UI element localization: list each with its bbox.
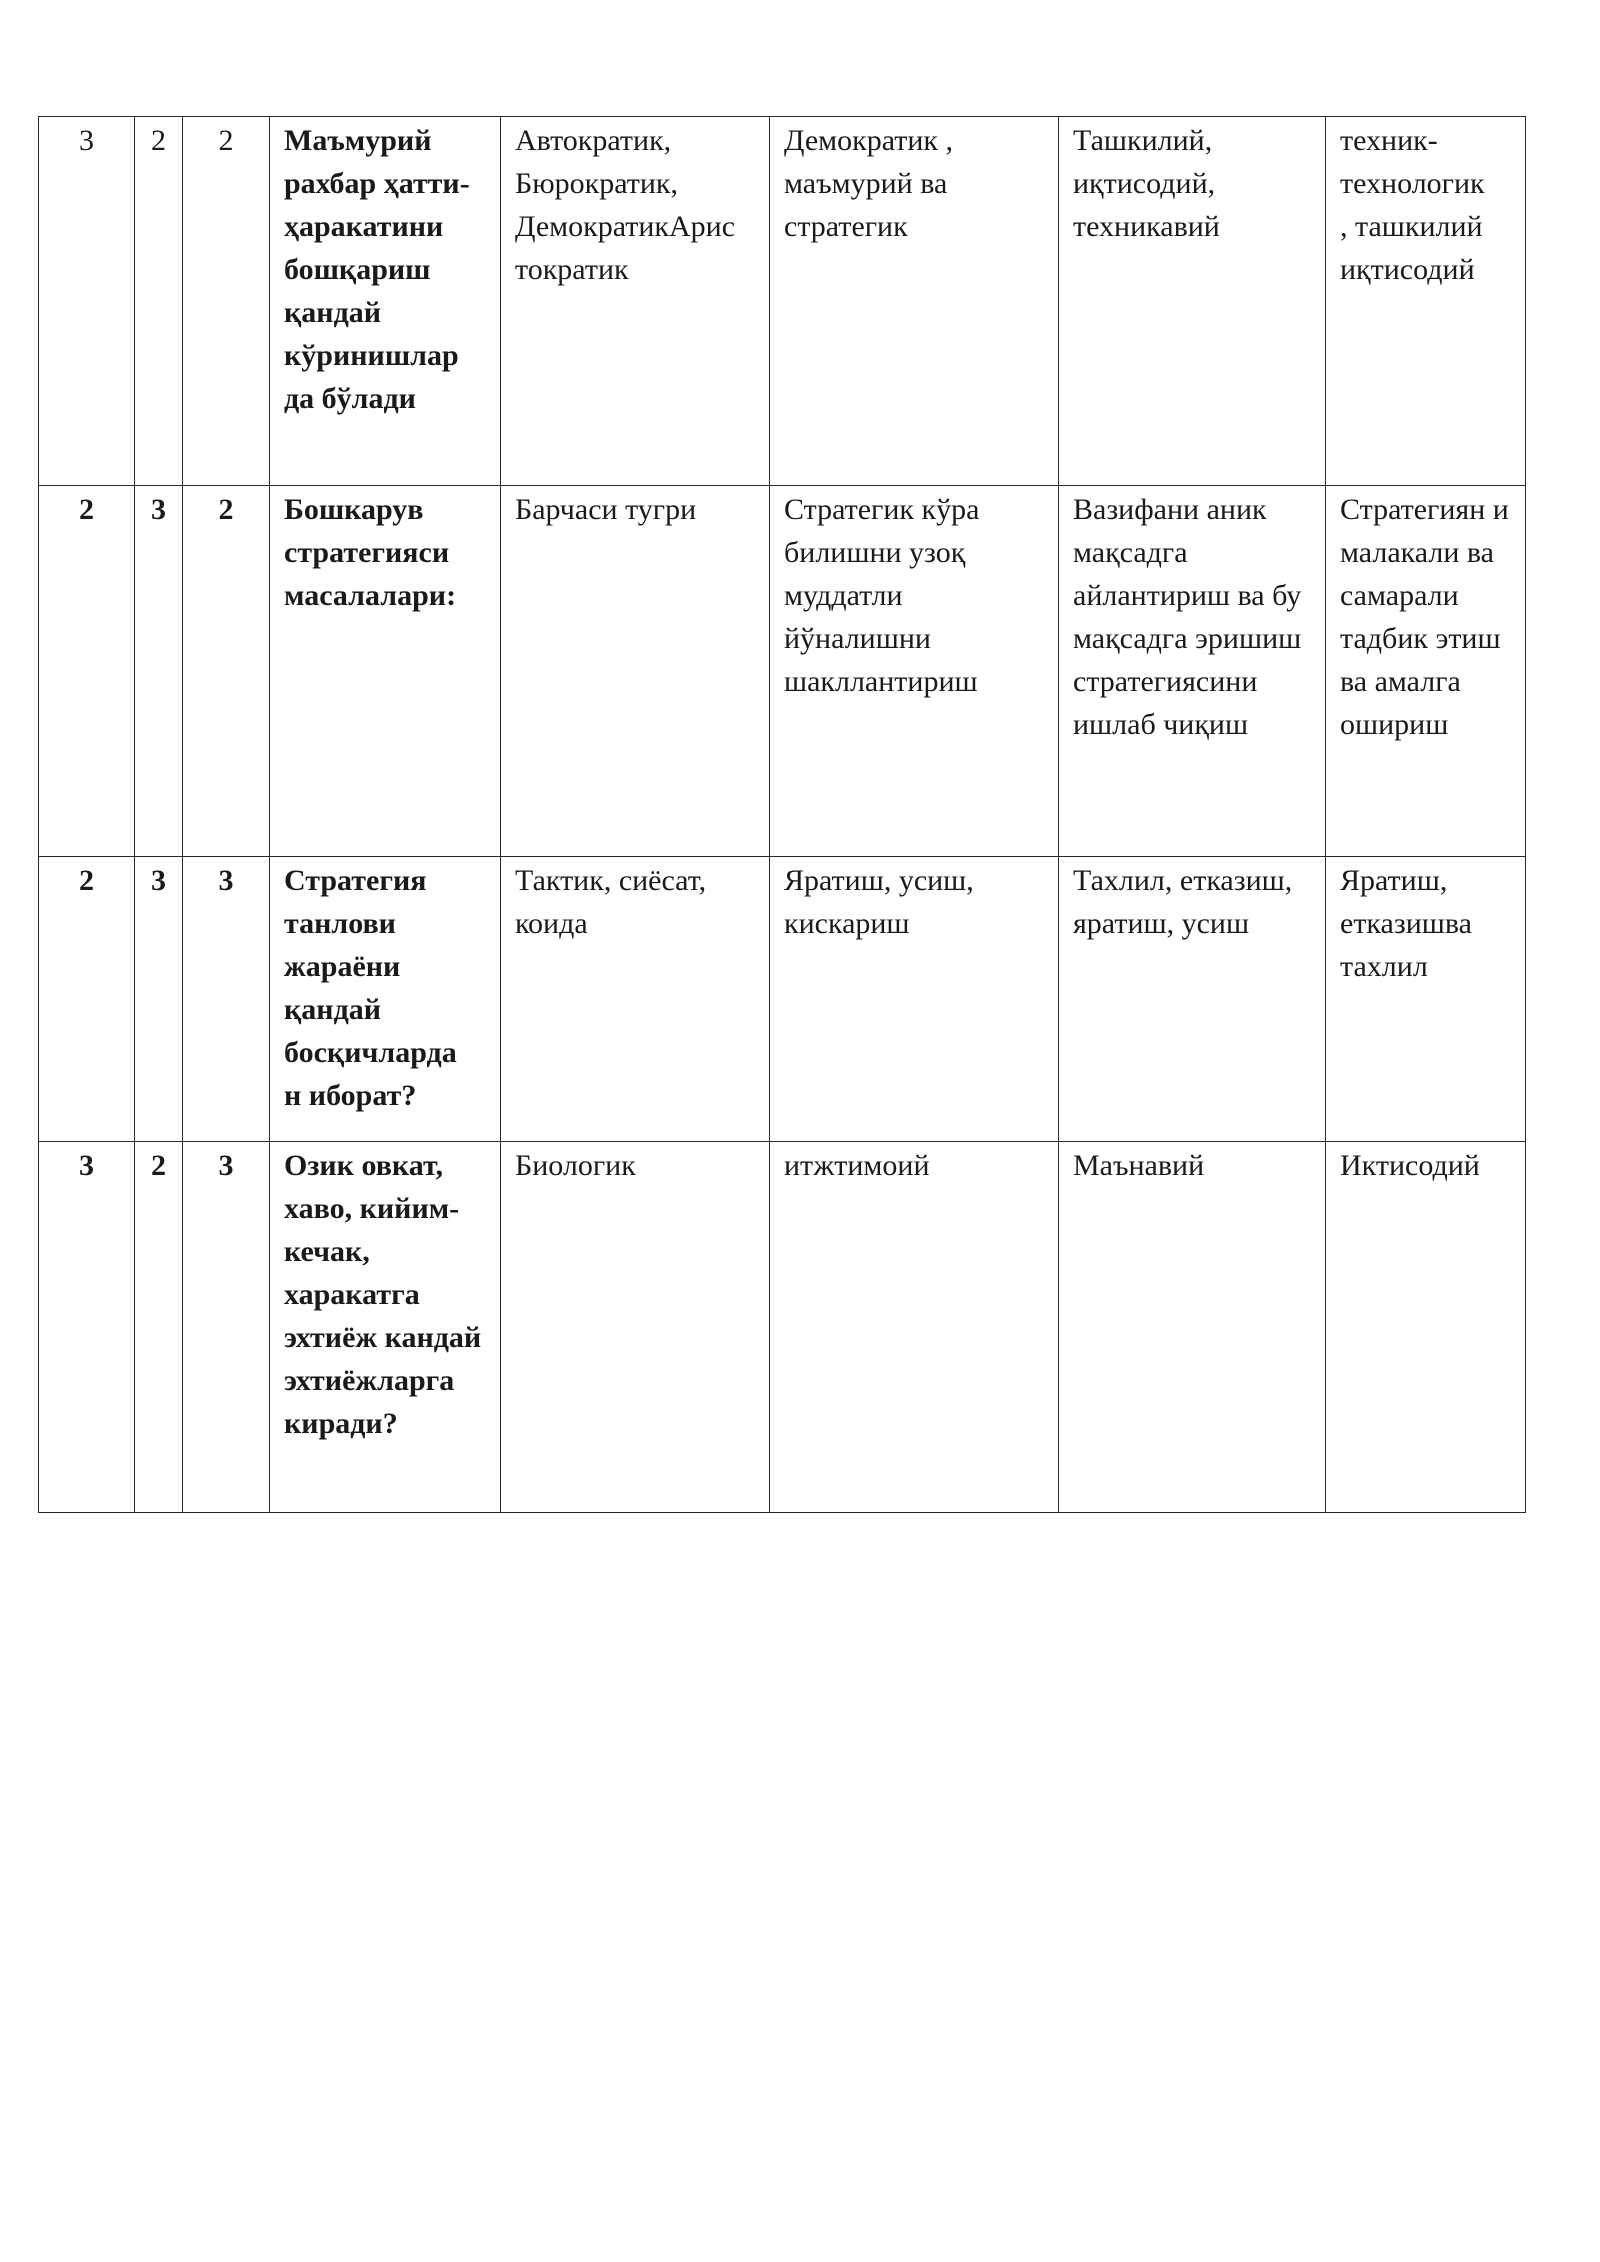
number-cell-1: 2 [39, 857, 135, 1142]
answer-cell-a [501, 486, 770, 857]
question-cell [270, 117, 501, 486]
answer-cell-d [1326, 117, 1526, 486]
question-cell [270, 1142, 501, 1513]
table-row [39, 117, 1526, 486]
number-cell-1: 3 [39, 117, 135, 486]
table-row [39, 486, 1526, 857]
number-cell-2: 3 [135, 486, 183, 857]
answer-text: Иктисодий [1340, 1149, 1480, 1182]
answer-cell-a [501, 117, 770, 486]
answer-text: техник-технологик , ташкилий иқтисодий [1340, 124, 1485, 286]
answer-cell-b [770, 117, 1059, 486]
answer-text: Тахлил, етказиш, яратиш, усиш [1073, 864, 1293, 940]
answer-text: Демократик , маъмурий ва стратегик [784, 124, 953, 243]
table-row [39, 1142, 1526, 1513]
answer-cell-c [1059, 486, 1326, 857]
number-cell-3: 3 [183, 857, 270, 1142]
answer-text: Стратегиян и малакали ва самарали тадбик этиш ва амалга ошириш [1340, 493, 1509, 741]
answer-cell-c [1059, 857, 1326, 1142]
answer-text: Ташкилий, иқтисодий, техникавий [1073, 124, 1220, 243]
answer-text: Яратиш, етказишва тахлил [1340, 864, 1472, 983]
table-row [39, 857, 1526, 1142]
answer-cell-c [1059, 1142, 1326, 1513]
answer-cell-d [1326, 857, 1526, 1142]
answer-text: итжтимоий [784, 1149, 930, 1182]
answer-cell-a [501, 1142, 770, 1513]
question-cell [270, 486, 501, 857]
number-cell-2: 2 [135, 117, 183, 486]
answer-cell-b [770, 857, 1059, 1142]
number-cell-2: 3 [135, 857, 183, 1142]
question-text: Озик овкат, хаво, кийим-кечак, харакатга эхтиёж кандай эхтиёжларга киради? [284, 1149, 482, 1440]
answer-text: Тактик, сиёсат, коида [515, 864, 707, 940]
question-text: Бошкарув стратегияси масалалари: [284, 493, 457, 612]
questions-table [38, 116, 1526, 1513]
number-cell-2: 2 [135, 1142, 183, 1513]
answer-cell-d [1326, 486, 1526, 857]
number-cell-3: 2 [183, 486, 270, 857]
answer-text: Барчаси тугри [515, 493, 697, 526]
answer-text: Биологик [515, 1149, 636, 1182]
answer-text: Вазифани аник мақсадга айлантириш ва бу мақсадга эришиш стратегиясини ишлаб чиқиш [1073, 493, 1302, 741]
answer-cell-c [1059, 117, 1326, 486]
question-text: Стратегия танлови жараёни қандай босқичларда н иборат? [284, 864, 457, 1112]
answer-cell-d [1326, 1142, 1526, 1513]
question-cell [270, 857, 501, 1142]
answer-cell-b [770, 1142, 1059, 1513]
number-cell-3: 3 [183, 1142, 270, 1513]
answer-text: Маънавий [1073, 1149, 1205, 1182]
number-cell-1: 2 [39, 486, 135, 857]
answer-cell-b [770, 486, 1059, 857]
question-text: Маъмурий рахбар ҳатти-ҳаракатини бошқариш қандай кўринишлар да бўлади [284, 124, 470, 415]
number-cell-1: 3 [39, 1142, 135, 1513]
answer-cell-a [501, 857, 770, 1142]
number-cell-3: 2 [183, 117, 270, 486]
answer-text: Яратиш, усиш, кискариш [784, 864, 974, 940]
answer-text: Автократик, Бюрократик, ДемократикАрис тократик [515, 124, 736, 286]
answer-text: Стратегик кўра билишни узоқ муддатли йўналишни шакллантириш [784, 493, 980, 698]
